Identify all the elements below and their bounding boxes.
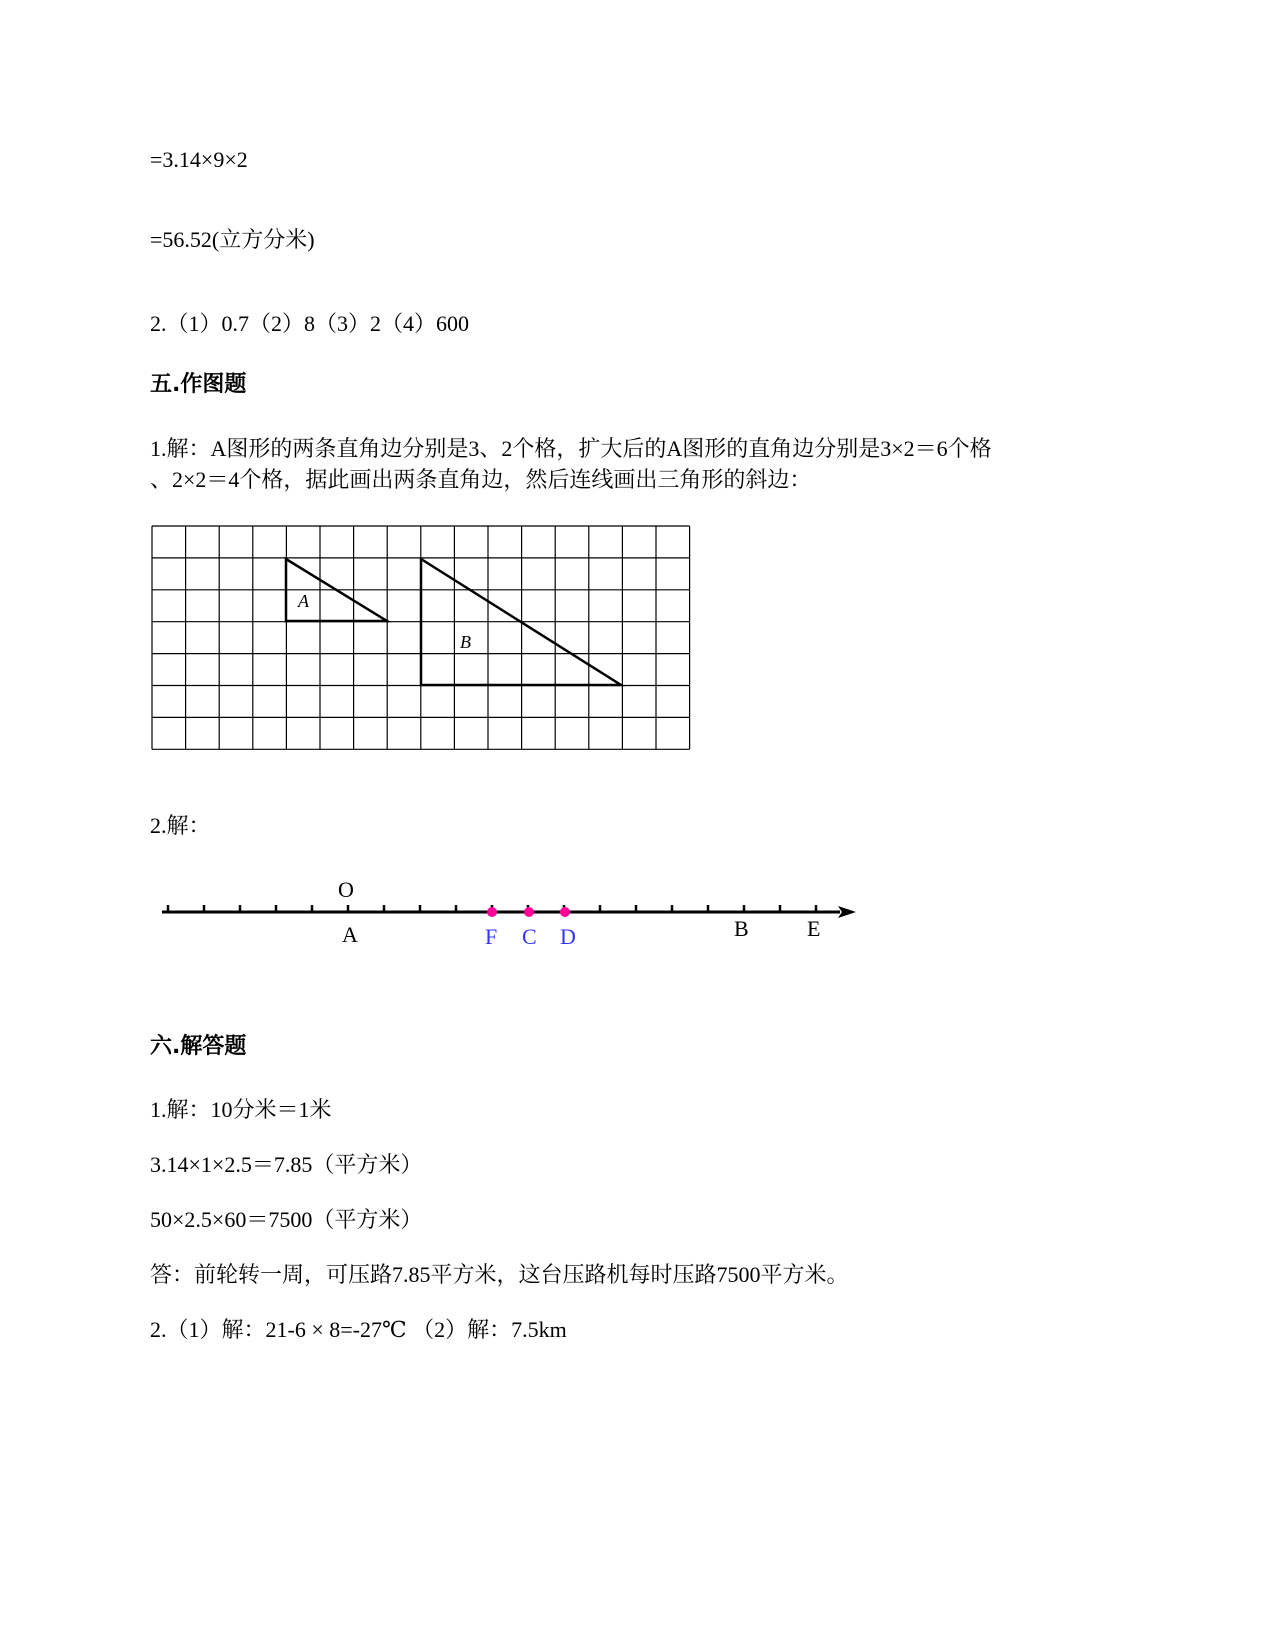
q1-explanation-line-2: 、2×2＝4个格，据此画出两条直角边，然后连线画出三角形的斜边： bbox=[150, 467, 812, 492]
solution-line-3: 50×2.5×60＝7500（平方米） bbox=[150, 1207, 423, 1232]
solution-line-2: 3.14×1×2.5＝7.85（平方米） bbox=[150, 1152, 423, 1177]
solution-line-1: 1.解：10分米＝1米 bbox=[150, 1097, 332, 1122]
label-f: F bbox=[485, 924, 498, 949]
grid-figure bbox=[140, 515, 700, 765]
q2-label: 2.解： bbox=[150, 813, 211, 838]
label-b: B bbox=[734, 916, 749, 941]
label-a: A bbox=[342, 922, 358, 947]
answer-2: 2.（1）0.7（2）8（3）2（4）600 bbox=[150, 311, 470, 336]
section-heading-6: 六.解答题 bbox=[150, 1034, 247, 1059]
point-f bbox=[487, 907, 497, 917]
label-c: C bbox=[522, 924, 537, 949]
triangle-a-label: A bbox=[298, 591, 309, 611]
triangle-b-label: B bbox=[460, 632, 471, 652]
solution-line-4: 答：前轮转一周，可压路7.85平方米，这台压路机每时压路7500平方米。 bbox=[150, 1262, 849, 1287]
calc-line-1: =3.14×9×2 bbox=[150, 147, 248, 172]
calc-line-2: =56.52(立方分米) bbox=[150, 227, 315, 252]
label-o: O bbox=[338, 877, 354, 902]
point-c bbox=[524, 907, 534, 917]
label-e: E bbox=[807, 916, 821, 941]
number-line-arrow bbox=[838, 906, 856, 918]
solution-line-5: 2.（1）解：21-6 × 8=-27℃ （2）解：7.5km bbox=[150, 1317, 567, 1342]
label-d: D bbox=[560, 924, 576, 949]
point-d bbox=[560, 907, 570, 917]
q1-explanation-line-1: 1.解：A图形的两条直角边分别是3、2个格，扩大后的A图形的直角边分别是3×2＝6个格 bbox=[150, 436, 992, 461]
section-heading-5: 五.作图题 bbox=[150, 372, 247, 397]
number-line-figure bbox=[150, 860, 870, 960]
